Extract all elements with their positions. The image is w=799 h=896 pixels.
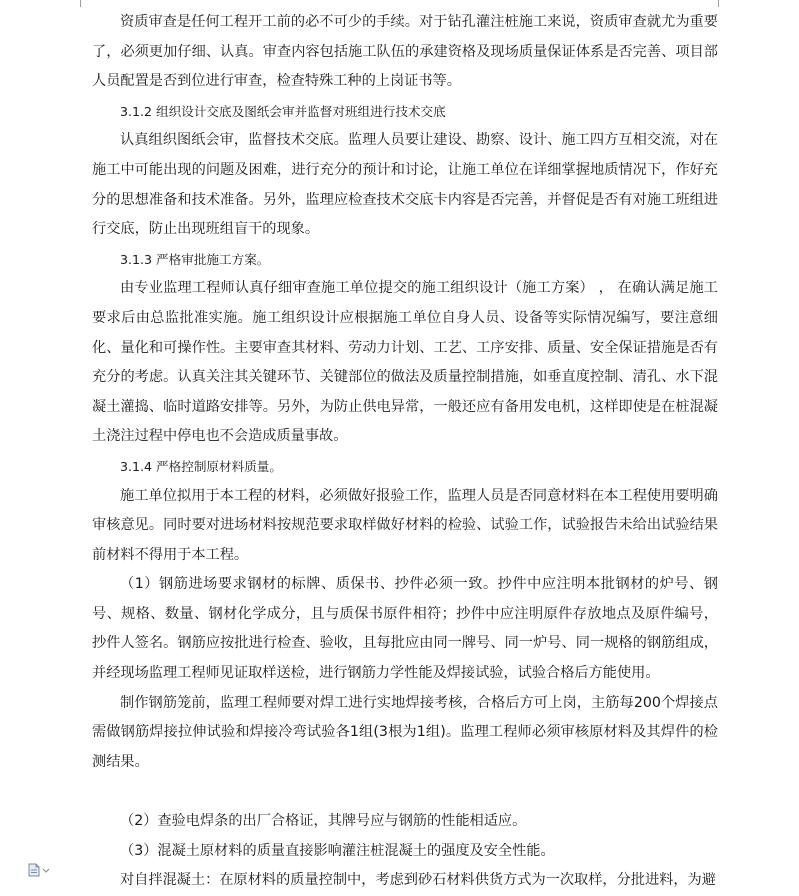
paragraph-site-mixed-concrete: 对自拌混凝土：在原材料的质量控制中，考虑到砂石材料供货方式为一次取样，分批进料，为避 xyxy=(120,872,716,889)
paragraph-drawing-review: 认真组织图纸会审，监督技术交底。监理人员要让建设、勘察、设计、施工四方互相交流，对在施工中可能出现的问题及困难，进行充分的预计和讨论，让施工单位在详细掌握地质情况下，作好充分的思想准备和技术准备。另外，监理应检查技术交底卡内容是否完善，并督促是否有对施工班组进行交底，防止出现班组盲干的现象。 xyxy=(92,132,718,238)
paragraph-material-inspection: 施工单位拟用于本工程的材料，必须做好报验工作，监理人员是否同意材料在本工程使用要明确审核意见。同时要对进场材料按规范要求取样做好材料的检验、试验工作，试验报告未给出试验结果前材料不得用于本工程。 xyxy=(92,487,718,563)
paragraph-qualification-review: 资质审查是任何工程开工前的必不可少的手续。对于钻孔灌注桩施工来说，资质审查就尤为重要了，必须更加仔细、认真。审查内容包括施工队伍的承建资格及现场质量保证体系是否完善、项目部人员配置是否到位进行审查，检查特殊工种的上岗证书等。 xyxy=(92,14,718,90)
paragraph-concrete-materials: （3）混凝土原材料的质量直接影响灌注桩混凝土的强度及安全性能。 xyxy=(120,842,555,859)
document-body xyxy=(92,8,718,896)
heading-3-1-3: 3.1.3 严格审批施工方案。 xyxy=(120,251,270,267)
heading-3-1-2: 3.1.2 组织设计交底及图纸会审并监督对班组进行技术交底 xyxy=(120,103,446,119)
paragraph-steel-cage: 制作钢筋笼前，监理工程师要对焊工进行实地焊接考核，合格后方可上岗，主筋每200个焊接点需做钢筋焊接拉伸试验和焊接冷弯试验各1组(3根为1组)。监理工程师必须审核原材料及其焊件的检测结果。 xyxy=(92,694,718,770)
paragraph-construction-plan: 由专业监理工程师认真仔细审查施工单位提交的施工组织设计（施工方案） ， 在确认满足施工要求后由总监批准实施。施工组织设计应根据施工单位自身人员、设备等实际情况编写，要注意细化、量化和可操作性。主要审查其材料、劳动力计划、工艺、工序安排、质量、安全保证措施是否有充分的考虑。认真关注其关键环节、关键部位的做法及质量控制措施，如垂直度控制、清孔、水下混凝土灌捣、临时道路安排等。另外，为防止供电异常，一般还应有备用发电机，这样即使是在桩混凝土浇注过程中停电也不会造成质量事故。 xyxy=(92,280,718,445)
paragraph-welding-rod: （2）查验电焊条的出厂合格证，其牌号应与钢筋的性能相适应。 xyxy=(120,813,527,830)
paragraph-steel-bar-entry: （1）钢筋进场要求钢材的标牌、质保书、抄件必须一致。抄件中应注明本批钢材的炉号、钢号、规格、数量、钢材化学成分，且与质保书原件相符；抄件中应注明原件存放地点及原件编号， 抄件人签名。钢筋应按批进行检查、验收，且每批应由同一牌号、同一炉号、同一规格的钢筋组成，并经现场监理工程师见证取样送检，进行钢筋力学性能及焊接试验，试验合格后方能使用。 xyxy=(92,576,718,682)
heading-3-1-4: 3.1.4 严格控制原材料质量。 xyxy=(120,458,282,474)
blank-line xyxy=(92,777,718,807)
left-margin-marker xyxy=(56,0,81,7)
right-margin-marker xyxy=(718,0,743,7)
document-icon[interactable] xyxy=(28,862,52,876)
